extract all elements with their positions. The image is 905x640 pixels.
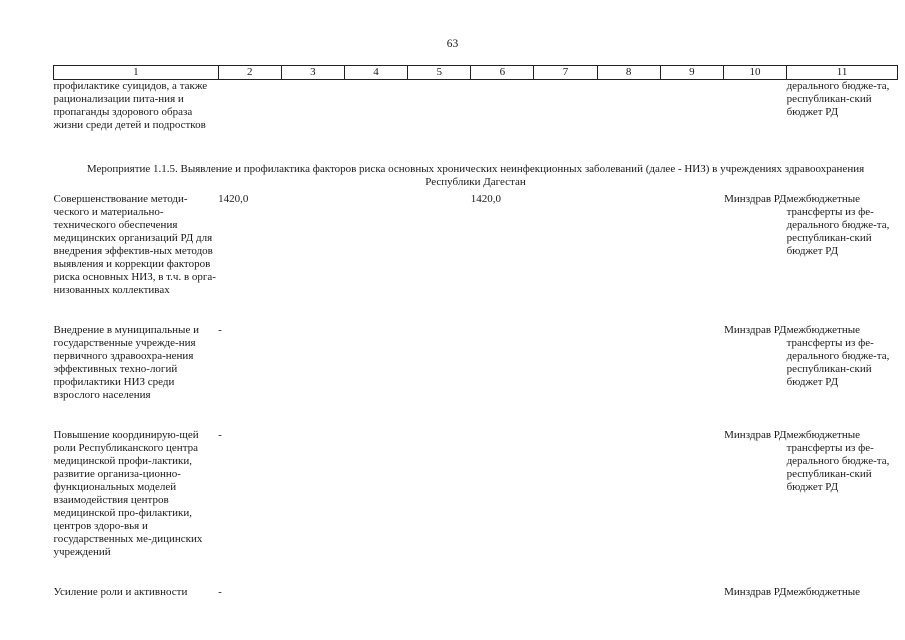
funding-source: межбюджетные трансферты из фе-дерального бюдже-та, республикан-ский бюджет РД [786, 193, 890, 257]
table-row [54, 429, 898, 559]
table-row [54, 324, 898, 402]
header-cell-5: 5 [408, 66, 471, 80]
funding-source: дерального бюдже-та, республикан-ский бюджет РД [786, 80, 890, 118]
funding-source: межбюджетные трансферты из фе-дерального бюдже-та, республикан-ский бюджет РД [786, 429, 890, 493]
executor: Минздрав РД [724, 324, 787, 336]
header-cell-9: 9 [660, 66, 723, 80]
header-cell-10: 10 [723, 66, 786, 80]
table-row [54, 80, 898, 133]
section-heading-line: Мероприятие 1.1.5. Выявление и профилактика факторов риска основных хронических неинфекционных заболеваний (далее - НИЗ) в учреждениях здравоохранения [86, 163, 865, 175]
header-cell-4: 4 [344, 66, 407, 80]
header-cell-11: 11 [787, 66, 898, 80]
table-row [54, 193, 898, 297]
value-col-2: - [218, 324, 222, 336]
activity-name: Внедрение в муниципальные и государственные учрежде-ния первичного здравоохра-нения эффективных техно-логий профилактики НИЗ среди взрослого населения [53, 324, 199, 401]
header-cell-1: 1 [54, 66, 219, 80]
activity-name: Совершенствование методи-ческого и материально-технического обеспечения медицинских организаций РД для внедрения эффектив-ных методов выявления и коррекции факторов риска основных НИЗ, в т.ч. в орга-низованных коллективах [53, 193, 216, 296]
funding-source: межбюджетные [786, 586, 861, 598]
header-cell-3: 3 [281, 66, 344, 80]
value-col-2: - [218, 586, 222, 598]
header-cell-2: 2 [218, 66, 281, 80]
header-cell-6: 6 [471, 66, 534, 80]
activity-name: Повышение координирую-щей роли Республиканского центра медицинской профи-лактики, развитие организа-ционно-функциональных моделей взаимодействия центров медицинской про-филактики, центров здоро-вья и государственных ме-дицинских учреждений [53, 429, 203, 558]
activity-name: Усиление роли и активности [53, 586, 188, 598]
value-col-2: 1420,0 [218, 193, 249, 205]
section-heading-line: Республики Дагестан [425, 176, 526, 188]
section-heading [54, 159, 898, 189]
program-table [53, 65, 898, 599]
table-row [54, 586, 898, 599]
row-name: профилактике суицидов, а также рационализации пита-ния и пропаганды здорового образа жизни среди детей и подростков [53, 80, 208, 131]
section-heading-row [54, 159, 898, 189]
value-col-2: - [218, 429, 222, 441]
page-number: 63 [446, 38, 459, 50]
header-cell-8: 8 [597, 66, 660, 80]
header-cell-7: 7 [534, 66, 597, 80]
header-row [54, 66, 898, 80]
funding-source: межбюджетные трансферты из фе-дерального бюдже-та, республикан-ский бюджет РД [786, 324, 890, 388]
executor: Минздрав РД [724, 193, 787, 205]
executor: Минздрав РД [724, 429, 787, 441]
value-col-6: 1420,0 [470, 193, 502, 205]
executor: Минздрав РД [724, 586, 787, 598]
